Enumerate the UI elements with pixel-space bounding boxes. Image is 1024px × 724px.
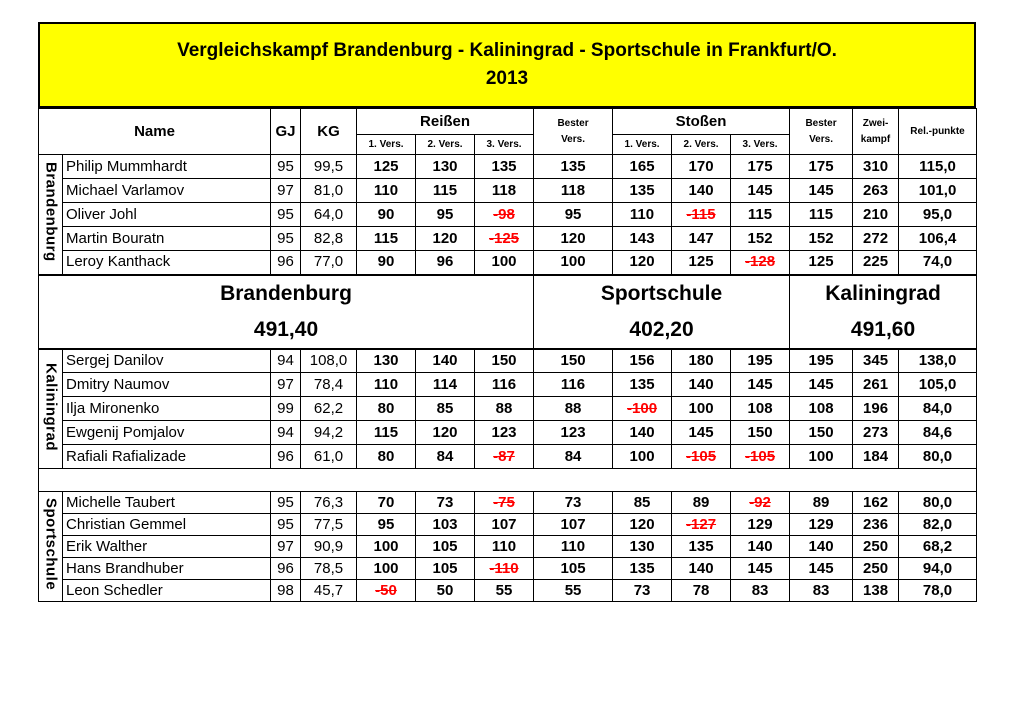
cell-sb: 89: [790, 492, 853, 514]
col-header-name: Name: [39, 109, 271, 155]
cell-r2: 114: [416, 373, 475, 397]
summary-team: Kaliningrad: [825, 281, 941, 305]
cell-sb: 145: [790, 558, 853, 580]
cell-s1: 143: [613, 227, 672, 251]
athlete-name: Ewgenij Pomjalov: [63, 421, 271, 445]
cell-rel: 74,0: [899, 251, 977, 275]
birth-year: 97: [271, 373, 301, 397]
col-header-gj: GJ: [271, 109, 301, 155]
cell-zk: 345: [853, 349, 899, 373]
athlete-name: Martin Bouratn: [63, 227, 271, 251]
title-line-1: Vergleichskampf Brandenburg - Kaliningrad - Sportschule in Frankfurt/O.: [177, 40, 837, 61]
cell-r2: 95: [416, 203, 475, 227]
cell-rb: 84: [534, 445, 613, 469]
cell-sb: 115: [790, 203, 853, 227]
cell-s1: 110: [613, 203, 672, 227]
cell-s1: 135: [613, 373, 672, 397]
cell-r3: -125: [475, 227, 534, 251]
birth-year: 96: [271, 445, 301, 469]
birth-year: 96: [271, 251, 301, 275]
cell-r3: 55: [475, 580, 534, 602]
cell-rel: 78,0: [899, 580, 977, 602]
cell-r3: -98: [475, 203, 534, 227]
cell-rb: 105: [534, 558, 613, 580]
cell-r1: 100: [357, 536, 416, 558]
cell-s2: 180: [672, 349, 731, 373]
athlete-name: Sergej Danilov: [63, 349, 271, 373]
cell-rel: 68,2: [899, 536, 977, 558]
cell-r1: 100: [357, 558, 416, 580]
cell-s1: 130: [613, 536, 672, 558]
cell-zk: 272: [853, 227, 899, 251]
birth-year: 95: [271, 492, 301, 514]
cell-rb: 88: [534, 397, 613, 421]
cell-rb: 116: [534, 373, 613, 397]
cell-rel: 138,0: [899, 349, 977, 373]
cell-s1: 156: [613, 349, 672, 373]
cell-rb: 120: [534, 227, 613, 251]
birth-year: 99: [271, 397, 301, 421]
bodyweight: 81,0: [301, 179, 357, 203]
athlete-name: Erik Walther: [63, 536, 271, 558]
cell-sb: 145: [790, 179, 853, 203]
athlete-row: [39, 203, 977, 227]
birth-year: 95: [271, 514, 301, 536]
cell-s2: 78: [672, 580, 731, 602]
cell-r1: 115: [357, 421, 416, 445]
cell-s1: 165: [613, 155, 672, 179]
cell-sb: 83: [790, 580, 853, 602]
cell-s2: 145: [672, 421, 731, 445]
title-banner: [38, 22, 976, 108]
cell-s2: -105: [672, 445, 731, 469]
cell-s3: -105: [731, 445, 790, 469]
results-sheet: [38, 22, 976, 602]
cell-rel: 80,0: [899, 445, 977, 469]
title-line-2: 2013: [485, 68, 529, 89]
cell-s3: -92: [731, 492, 790, 514]
cell-rel: 115,0: [899, 155, 977, 179]
cell-zk: 162: [853, 492, 899, 514]
athlete-row: [39, 492, 977, 514]
cell-zk: 138: [853, 580, 899, 602]
cell-r3: 88: [475, 397, 534, 421]
cell-zk: 250: [853, 536, 899, 558]
cell-s3: 195: [731, 349, 790, 373]
cell-r1: -50: [357, 580, 416, 602]
cell-r1: 115: [357, 227, 416, 251]
summary-cell: [39, 275, 534, 349]
cell-r3: -75: [475, 492, 534, 514]
cell-s3: 108: [731, 397, 790, 421]
bodyweight: 78,4: [301, 373, 357, 397]
cell-s2: 89: [672, 492, 731, 514]
col-header-s1: 1. Vers.: [613, 135, 672, 155]
cell-r3: 135: [475, 155, 534, 179]
cell-sb: 125: [790, 251, 853, 275]
col-header-r3: 3. Vers.: [475, 135, 534, 155]
cell-zk: 196: [853, 397, 899, 421]
cell-r1: 110: [357, 179, 416, 203]
bodyweight: 64,0: [301, 203, 357, 227]
cell-rel: 95,0: [899, 203, 977, 227]
cell-s3: 152: [731, 227, 790, 251]
results-table: [38, 108, 977, 602]
cell-sb: 129: [790, 514, 853, 536]
cell-s2: 125: [672, 251, 731, 275]
cell-r2: 130: [416, 155, 475, 179]
athlete-row: [39, 514, 977, 536]
bodyweight: 77,5: [301, 514, 357, 536]
bodyweight: 62,2: [301, 397, 357, 421]
cell-s1: 140: [613, 421, 672, 445]
bodyweight: 78,5: [301, 558, 357, 580]
cell-sb: 100: [790, 445, 853, 469]
cell-r3: 100: [475, 251, 534, 275]
header-row: [39, 109, 977, 135]
cell-r2: 120: [416, 421, 475, 445]
col-header-stossen: Stoßen: [613, 109, 790, 135]
cell-s1: 120: [613, 514, 672, 536]
cell-rb: 118: [534, 179, 613, 203]
summary-row: [39, 275, 977, 349]
athlete-row: [39, 536, 977, 558]
summary-score: 491,40: [253, 317, 319, 341]
cell-sb: 175: [790, 155, 853, 179]
cell-sb: 145: [790, 373, 853, 397]
cell-zk: 236: [853, 514, 899, 536]
cell-rb: 135: [534, 155, 613, 179]
bodyweight: 61,0: [301, 445, 357, 469]
cell-s3: 145: [731, 373, 790, 397]
cell-s1: 100: [613, 445, 672, 469]
col-header-reissen-best: Bester Vers.: [534, 109, 613, 155]
birth-year: 97: [271, 179, 301, 203]
athlete-name: Philip Mummhardt: [63, 155, 271, 179]
birth-year: 97: [271, 536, 301, 558]
cell-s2: 100: [672, 397, 731, 421]
col-header-kg: KG: [301, 109, 357, 155]
col-header-reissen: Reißen: [357, 109, 534, 135]
birth-year: 95: [271, 203, 301, 227]
cell-rb: 110: [534, 536, 613, 558]
cell-sb: 140: [790, 536, 853, 558]
bodyweight: 82,8: [301, 227, 357, 251]
athlete-name: Ilja Mironenko: [63, 397, 271, 421]
athlete-row: [39, 155, 977, 179]
cell-sb: 195: [790, 349, 853, 373]
cell-zk: 310: [853, 155, 899, 179]
bodyweight: 108,0: [301, 349, 357, 373]
summary-score: 491,60: [850, 317, 916, 341]
birth-year: 94: [271, 349, 301, 373]
athlete-row: [39, 179, 977, 203]
athlete-row: [39, 397, 977, 421]
cell-s1: 73: [613, 580, 672, 602]
cell-r3: 107: [475, 514, 534, 536]
cell-r2: 50: [416, 580, 475, 602]
cell-s1: 120: [613, 251, 672, 275]
cell-s3: 145: [731, 558, 790, 580]
col-header-zweikampf: Zwei- kampf: [853, 109, 899, 155]
athlete-name: Rafiali Rafializade: [63, 445, 271, 469]
cell-r1: 95: [357, 514, 416, 536]
bodyweight: 90,9: [301, 536, 357, 558]
cell-s2: -115: [672, 203, 731, 227]
col-header-relpunkte: Rel.-punkte: [899, 109, 977, 155]
col-header-r1: 1. Vers.: [357, 135, 416, 155]
bodyweight: 99,5: [301, 155, 357, 179]
cell-s1: -100: [613, 397, 672, 421]
cell-r1: 70: [357, 492, 416, 514]
cell-s1: 85: [613, 492, 672, 514]
cell-rel: 84,6: [899, 421, 977, 445]
cell-r1: 110: [357, 373, 416, 397]
team-group-label: Kaliningrad: [39, 349, 63, 469]
athlete-name: Michael Varlamov: [63, 179, 271, 203]
birth-year: 95: [271, 227, 301, 251]
birth-year: 95: [271, 155, 301, 179]
athlete-name: Oliver Johl: [63, 203, 271, 227]
athlete-row: [39, 445, 977, 469]
cell-s2: 147: [672, 227, 731, 251]
birth-year: 98: [271, 580, 301, 602]
cell-r2: 140: [416, 349, 475, 373]
athlete-name: Dmitry Naumov: [63, 373, 271, 397]
cell-r3: -110: [475, 558, 534, 580]
cell-r3: 123: [475, 421, 534, 445]
cell-rb: 100: [534, 251, 613, 275]
col-header-s3: 3. Vers.: [731, 135, 790, 155]
cell-r3: 118: [475, 179, 534, 203]
cell-s2: 140: [672, 558, 731, 580]
cell-zk: 250: [853, 558, 899, 580]
cell-r1: 90: [357, 203, 416, 227]
team-group-label: Brandenburg: [39, 155, 63, 275]
cell-s2: 140: [672, 179, 731, 203]
athlete-row: [39, 373, 977, 397]
spacer-row: [39, 469, 977, 492]
cell-rb: 107: [534, 514, 613, 536]
cell-r2: 85: [416, 397, 475, 421]
athlete-row: [39, 558, 977, 580]
cell-r3: -87: [475, 445, 534, 469]
bodyweight: 45,7: [301, 580, 357, 602]
cell-s2: -127: [672, 514, 731, 536]
athlete-name: Leroy Kanthack: [63, 251, 271, 275]
cell-r3: 110: [475, 536, 534, 558]
cell-s3: -128: [731, 251, 790, 275]
cell-zk: 263: [853, 179, 899, 203]
cell-r2: 96: [416, 251, 475, 275]
athlete-name: Leon Schedler: [63, 580, 271, 602]
col-header-stossen-best: Bester Vers.: [790, 109, 853, 155]
spacer-cell: [39, 469, 977, 492]
col-header-r2: 2. Vers.: [416, 135, 475, 155]
cell-sb: 152: [790, 227, 853, 251]
cell-rel: 101,0: [899, 179, 977, 203]
cell-s1: 135: [613, 558, 672, 580]
cell-s3: 145: [731, 179, 790, 203]
cell-sb: 108: [790, 397, 853, 421]
cell-r1: 80: [357, 445, 416, 469]
results-table-body: [39, 109, 977, 602]
cell-rb: 95: [534, 203, 613, 227]
cell-rb: 150: [534, 349, 613, 373]
birth-year: 94: [271, 421, 301, 445]
cell-sb: 150: [790, 421, 853, 445]
cell-r2: 105: [416, 558, 475, 580]
col-header-s2: 2. Vers.: [672, 135, 731, 155]
cell-s3: 83: [731, 580, 790, 602]
cell-s2: 140: [672, 373, 731, 397]
cell-s3: 129: [731, 514, 790, 536]
cell-rel: 105,0: [899, 373, 977, 397]
summary-team: Sportschule: [600, 281, 723, 305]
cell-rel: 106,4: [899, 227, 977, 251]
cell-rel: 94,0: [899, 558, 977, 580]
cell-s3: 175: [731, 155, 790, 179]
cell-rb: 123: [534, 421, 613, 445]
cell-rb: 55: [534, 580, 613, 602]
athlete-row: [39, 227, 977, 251]
team-group-label: Sportschule: [39, 492, 63, 602]
cell-r1: 130: [357, 349, 416, 373]
athlete-name: Christian Gemmel: [63, 514, 271, 536]
birth-year: 96: [271, 558, 301, 580]
summary-team: Brandenburg: [220, 281, 352, 305]
cell-s2: 135: [672, 536, 731, 558]
cell-zk: 210: [853, 203, 899, 227]
athlete-row: [39, 580, 977, 602]
cell-s2: 170: [672, 155, 731, 179]
athlete-row: [39, 251, 977, 275]
cell-zk: 273: [853, 421, 899, 445]
cell-s3: 150: [731, 421, 790, 445]
cell-r1: 80: [357, 397, 416, 421]
cell-r1: 125: [357, 155, 416, 179]
athlete-row: [39, 421, 977, 445]
athlete-name: Hans Brandhuber: [63, 558, 271, 580]
athlete-name: Michelle Taubert: [63, 492, 271, 514]
summary-cell: [790, 275, 977, 349]
cell-rel: 84,0: [899, 397, 977, 421]
cell-rel: 80,0: [899, 492, 977, 514]
cell-r2: 84: [416, 445, 475, 469]
cell-s3: 140: [731, 536, 790, 558]
summary-cell: [534, 275, 790, 349]
cell-r2: 105: [416, 536, 475, 558]
cell-r2: 120: [416, 227, 475, 251]
cell-r3: 150: [475, 349, 534, 373]
cell-r2: 73: [416, 492, 475, 514]
cell-r3: 116: [475, 373, 534, 397]
cell-zk: 225: [853, 251, 899, 275]
cell-r2: 115: [416, 179, 475, 203]
cell-rb: 73: [534, 492, 613, 514]
bodyweight: 94,2: [301, 421, 357, 445]
cell-rel: 82,0: [899, 514, 977, 536]
summary-score: 402,20: [629, 317, 694, 341]
bodyweight: 77,0: [301, 251, 357, 275]
cell-s3: 115: [731, 203, 790, 227]
cell-zk: 184: [853, 445, 899, 469]
athlete-row: [39, 349, 977, 373]
cell-s1: 135: [613, 179, 672, 203]
cell-r1: 90: [357, 251, 416, 275]
cell-r2: 103: [416, 514, 475, 536]
cell-zk: 261: [853, 373, 899, 397]
bodyweight: 76,3: [301, 492, 357, 514]
